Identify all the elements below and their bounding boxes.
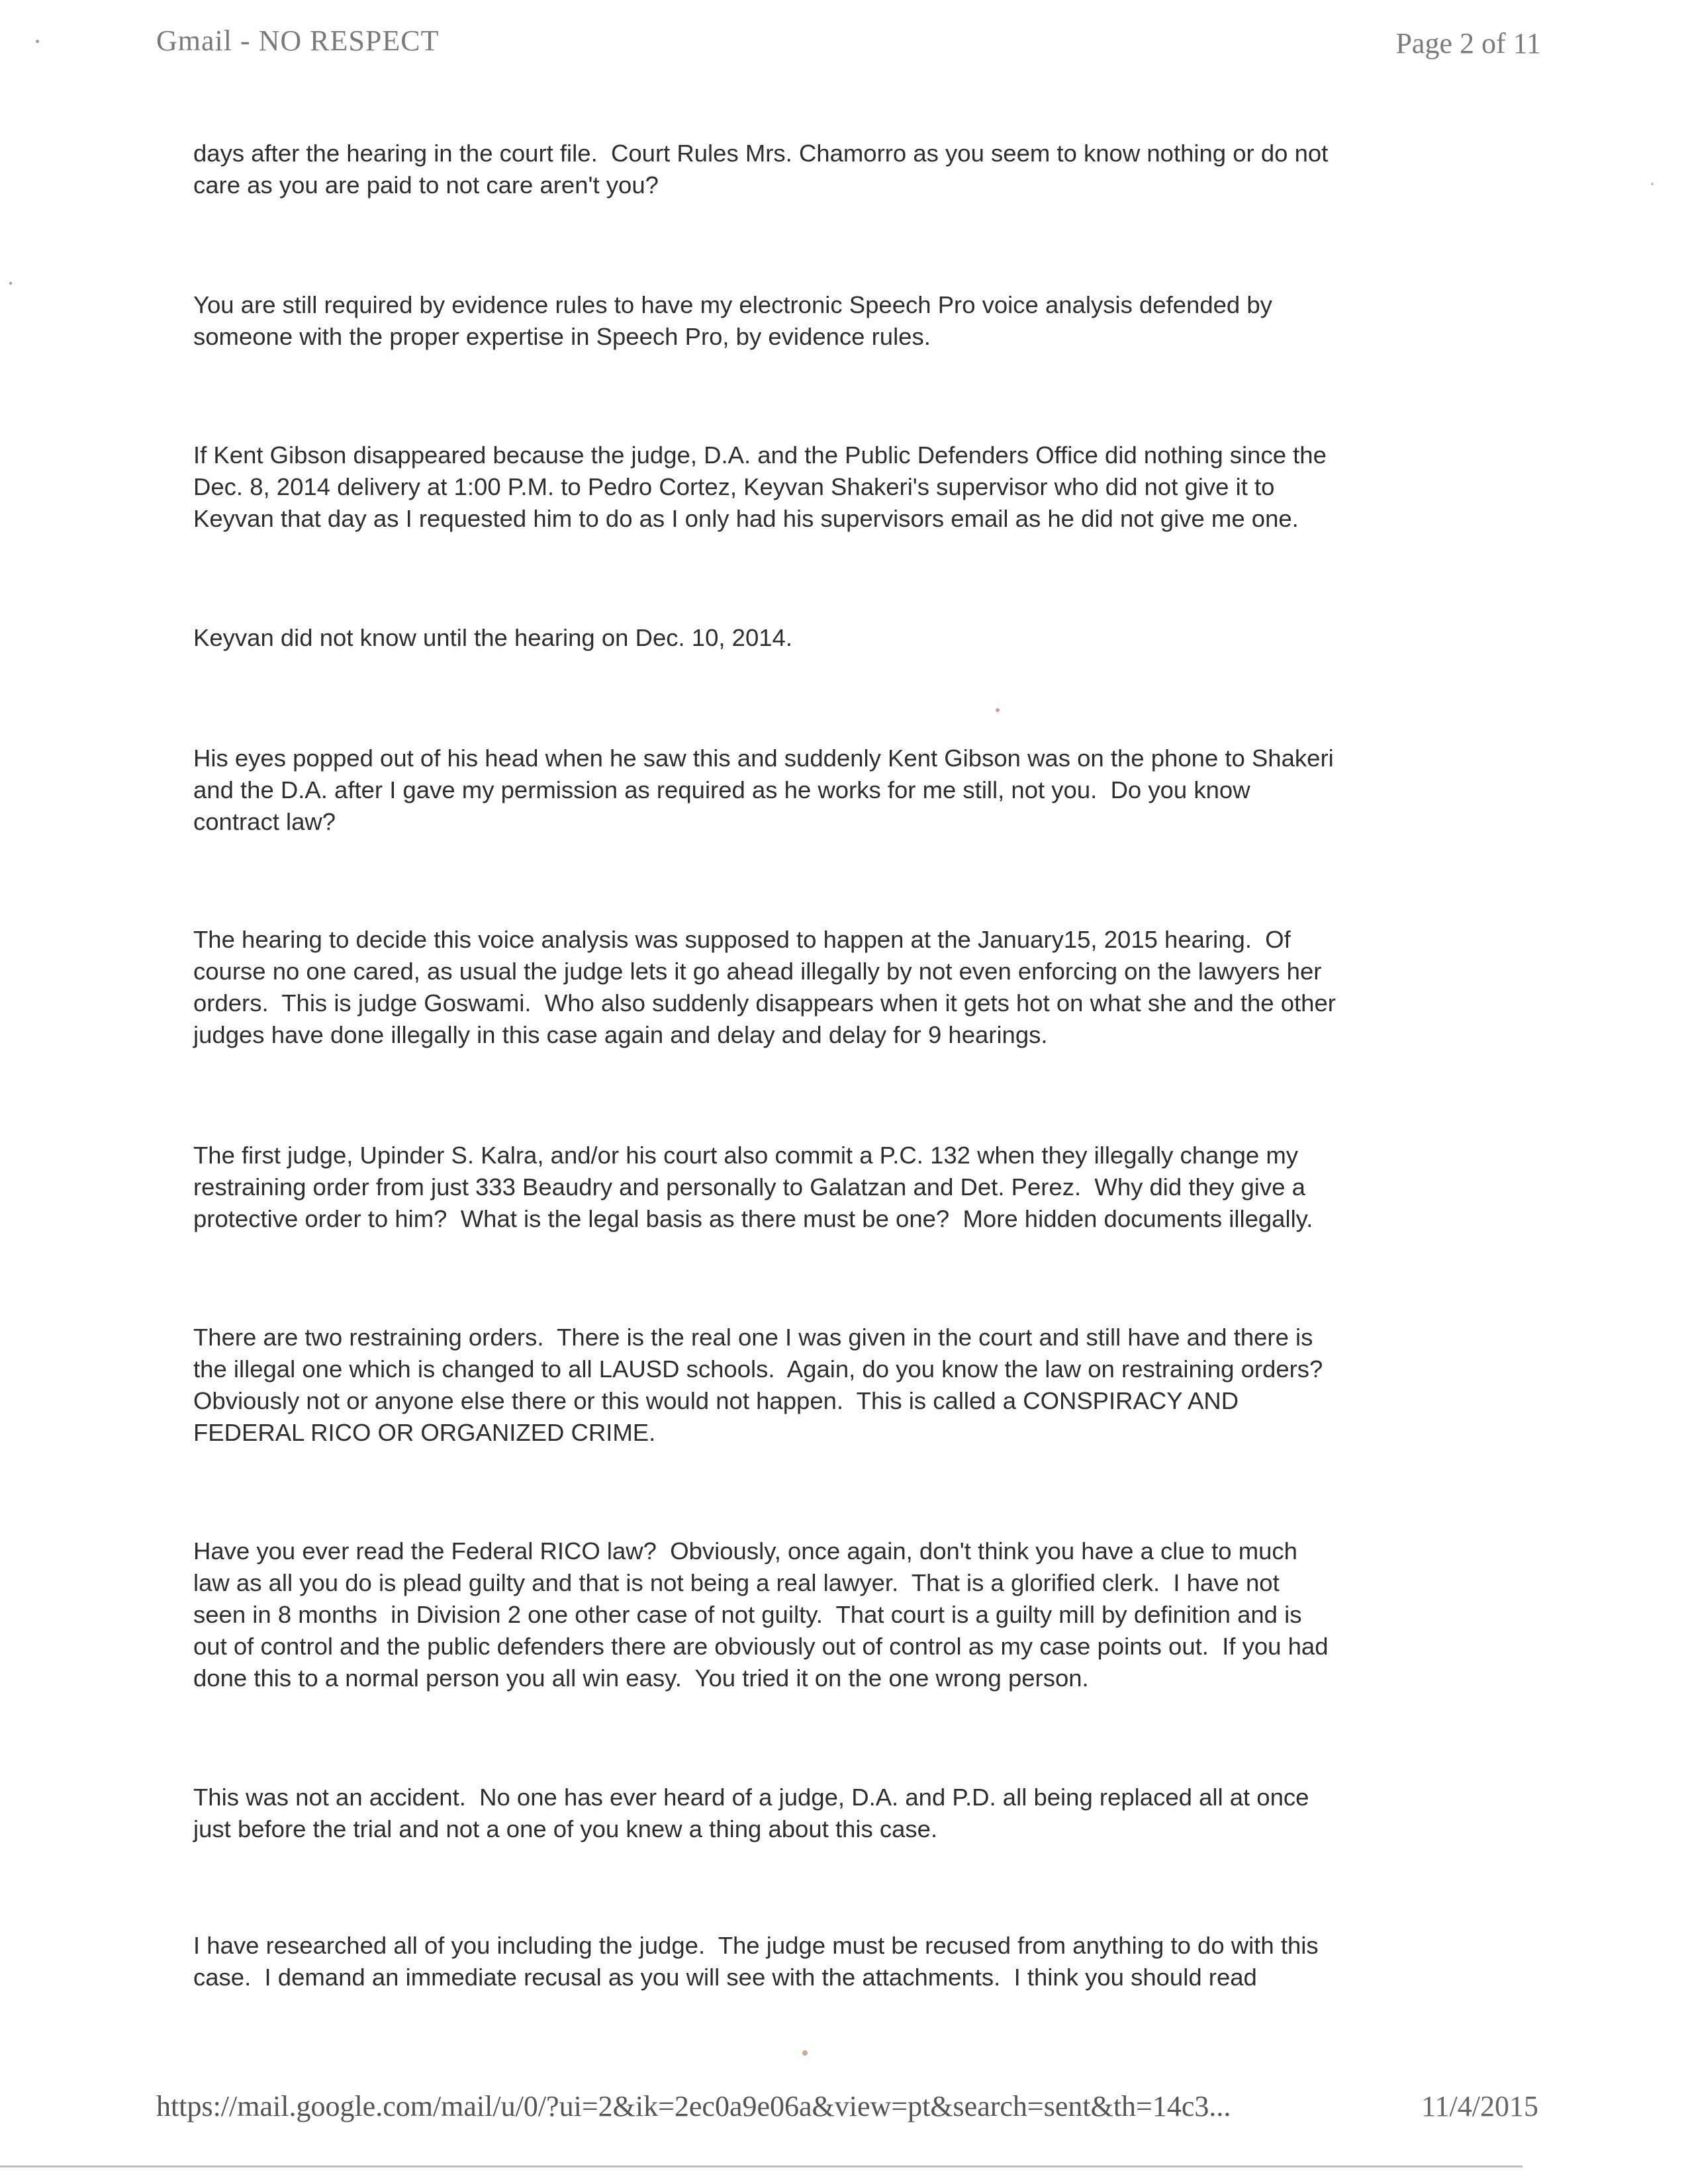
scan-speck bbox=[996, 708, 1000, 712]
footer-url: https://mail.google.com/mail/u/0/?ui=2&ik=2ec0a9e06a&view=pt&search=sent&th=14c3... bbox=[156, 2090, 1231, 2122]
scan-speck bbox=[1651, 183, 1654, 185]
paragraph-4: Keyvan did not know until the hearing on Dec. 10, 2014. bbox=[193, 624, 792, 651]
paragraph-10: This was not an accident. No one has ever heard of a judge, D.A. and P.D. all being replaced all at once just before the trial and not a one of you knew a thing about this case. bbox=[193, 1784, 1309, 1843]
paragraph-6: The hearing to decide this voice analysis was supposed to happen at the January15, 2015 hearing. Of course no one cared, as usual the judge lets it go ahead illegally by not even enforcing on the lawyers her orders. This is judge Goswami. Who also suddenly disappears when it gets hot on what she and the other judges have done illegally in this case again and delay and delay for 9 hearings. bbox=[193, 926, 1336, 1048]
paragraph-9: Have you ever read the Federal RICO law? Obviously, once again, don't think you have a clue to much law as all you do is plead guilty and that is not being a real lawyer. That is a glorified clerk. I have not seen in 8 months in Division 2 one other case of not guilty. That court is a guilty mill by definition and is out of control and the public defenders there are obviously out of control as my case points out. If you had done this to a normal person you all win easy. You tried it on the one wrong person. bbox=[193, 1537, 1329, 1692]
footer-date: 11/4/2015 bbox=[1421, 2090, 1538, 2122]
scan-speck bbox=[9, 282, 12, 285]
scan-speck bbox=[802, 2050, 808, 2056]
paragraph-2: You are still required by evidence rules to have my electronic Speech Pro voice analysis defended by someone with the proper expertise in Speech Pro, by evidence rules. bbox=[193, 291, 1272, 350]
header-title: Gmail - NO RESPECT bbox=[156, 24, 440, 57]
paragraph-3: If Kent Gibson disappeared because the judge, D.A. and the Public Defenders Office did nothing since the Dec. 8, 2014 delivery at 1:00 P.M. to Pedro Cortez, Keyvan Shakeri's supervisor who did not give it to Keyvan that day as I requested him to do as I only had his supervisors email as he did not give me one. bbox=[193, 441, 1327, 532]
paragraph-8: There are two restraining orders. There is the real one I was given in the court and still have and there is the illegal one which is changed to all LAUSD schools. Again, do you know the law on restraining orders? Obviously not or anyone else there or this would not happen. This is called a CONSPIRACY AND FEDERAL RICO OR ORGANIZED CRIME. bbox=[193, 1324, 1323, 1446]
header-page-number: Page 2 of 11 bbox=[1395, 27, 1541, 60]
scan-edge-line bbox=[0, 2165, 1523, 2167]
paragraph-5: His eyes popped out of his head when he saw this and suddenly Kent Gibson was on the phone to Shakeri and the D.A. after I gave my permission as required as he works for me still, not you. Do you know contract law? bbox=[193, 745, 1334, 835]
paragraph-11: I have researched all of you including the judge. The judge must be recused from anything to do with this case. I demand an immediate recusal as you will see with the attachments. I think you should read bbox=[193, 1932, 1319, 1991]
paragraph-7: The first judge, Upinder S. Kalra, and/or his court also commit a P.C. 132 when they illegally change my restraining order from just 333 Beaudry and personally to Galatzan and Det. Perez. Why did they give a protective order to him? What is the legal basis as there must be one? More hidden documents illegally. bbox=[193, 1142, 1313, 1232]
paragraph-1: days after the hearing in the court file. Court Rules Mrs. Chamorro as you seem to know nothing or do not care as you are paid to not care aren't you? bbox=[193, 140, 1329, 199]
scan-speck bbox=[36, 40, 39, 43]
